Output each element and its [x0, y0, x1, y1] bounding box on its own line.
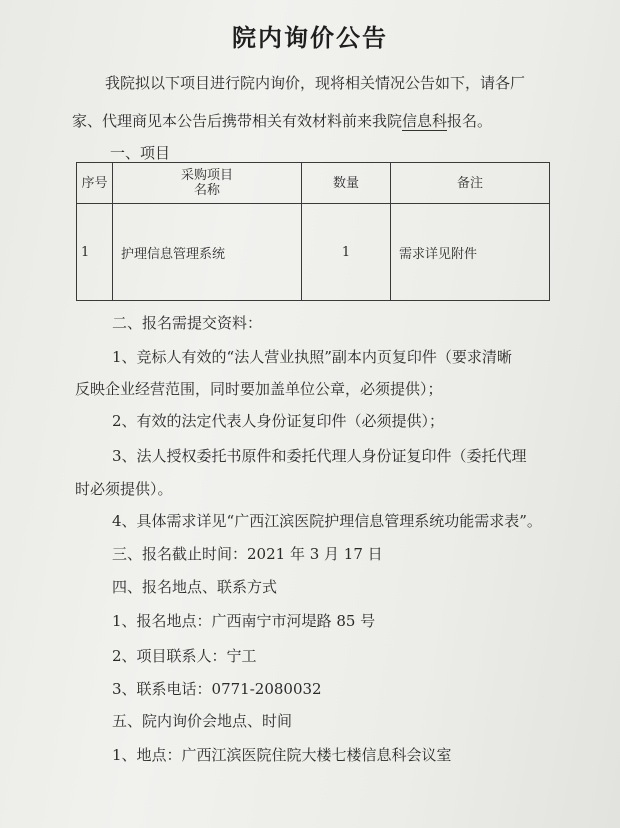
item-4-3: 3、联系电话：0771-2080032: [112, 680, 322, 698]
item-2-1-line-1: 1、竞标人有效的“法人营业执照”副本内页复印件（要求清晰: [112, 348, 512, 366]
item-2-4: 4、具体需求详见“广西江滨医院护理信息管理系统功能需求表”。: [112, 512, 542, 530]
header-qty: 数量: [302, 163, 391, 204]
section-4-heading: 四、报名地点、联系方式: [112, 578, 278, 596]
item-4-1: 1、报名地点：广西南宁市河堤路 85 号: [112, 612, 376, 630]
header-name: [113, 163, 302, 204]
cell-no: 1: [77, 204, 113, 301]
cell-note: 需求详见附件: [391, 204, 550, 301]
header-name-line-1: 采购项目: [180, 168, 233, 183]
intro-line-2: [72, 110, 492, 132]
intro-line-2-b: 报名。: [447, 112, 493, 130]
header-name-line-2: 名称: [193, 183, 220, 198]
header-note: 备注: [391, 163, 550, 204]
cell-qty: 1: [302, 204, 391, 301]
item-2-3-line-2: 时必须提供）。: [75, 480, 173, 498]
item-4-2: 2、项目联系人：宁工: [112, 647, 257, 665]
items-table: [76, 162, 550, 301]
section-1-heading: 一、项目: [110, 144, 171, 162]
intro-underlined-dept: 信息科: [402, 112, 448, 130]
document-title: 院内询价公告: [232, 23, 388, 52]
section-5-heading: 五、院内询价会地点、时间: [112, 712, 293, 730]
section-3-heading: 三、报名截止时间：2021 年 3 月 17 日: [112, 545, 383, 563]
intro-line-1: 我院拟以下项目进行院内询价，现将相关情况公告如下，请各厂: [105, 74, 526, 92]
item-2-1-line-2: 反映企业经营范围，同时要加盖单位公章，必须提供）；: [75, 380, 443, 398]
table-header-row: [77, 163, 550, 204]
section-2-heading: 二、报名需提交资料：: [112, 314, 263, 332]
header-no: 序号: [77, 163, 113, 204]
item-2-3-line-1: 3、法人授权委托书原件和委托代理人身份证复印件（委托代理: [112, 447, 527, 465]
intro-line-2-a: 家、代理商见本公告后携带相关有效材料前来我院: [72, 112, 403, 130]
table-row: [77, 204, 550, 301]
item-5-1: 1、地点：广西江滨医院住院大楼七楼信息科会议室: [112, 746, 452, 764]
cell-name: 护理信息管理系统: [113, 204, 302, 301]
item-2-2: 2、有效的法定代表人身份证复印件（必须提供）；: [112, 412, 445, 430]
